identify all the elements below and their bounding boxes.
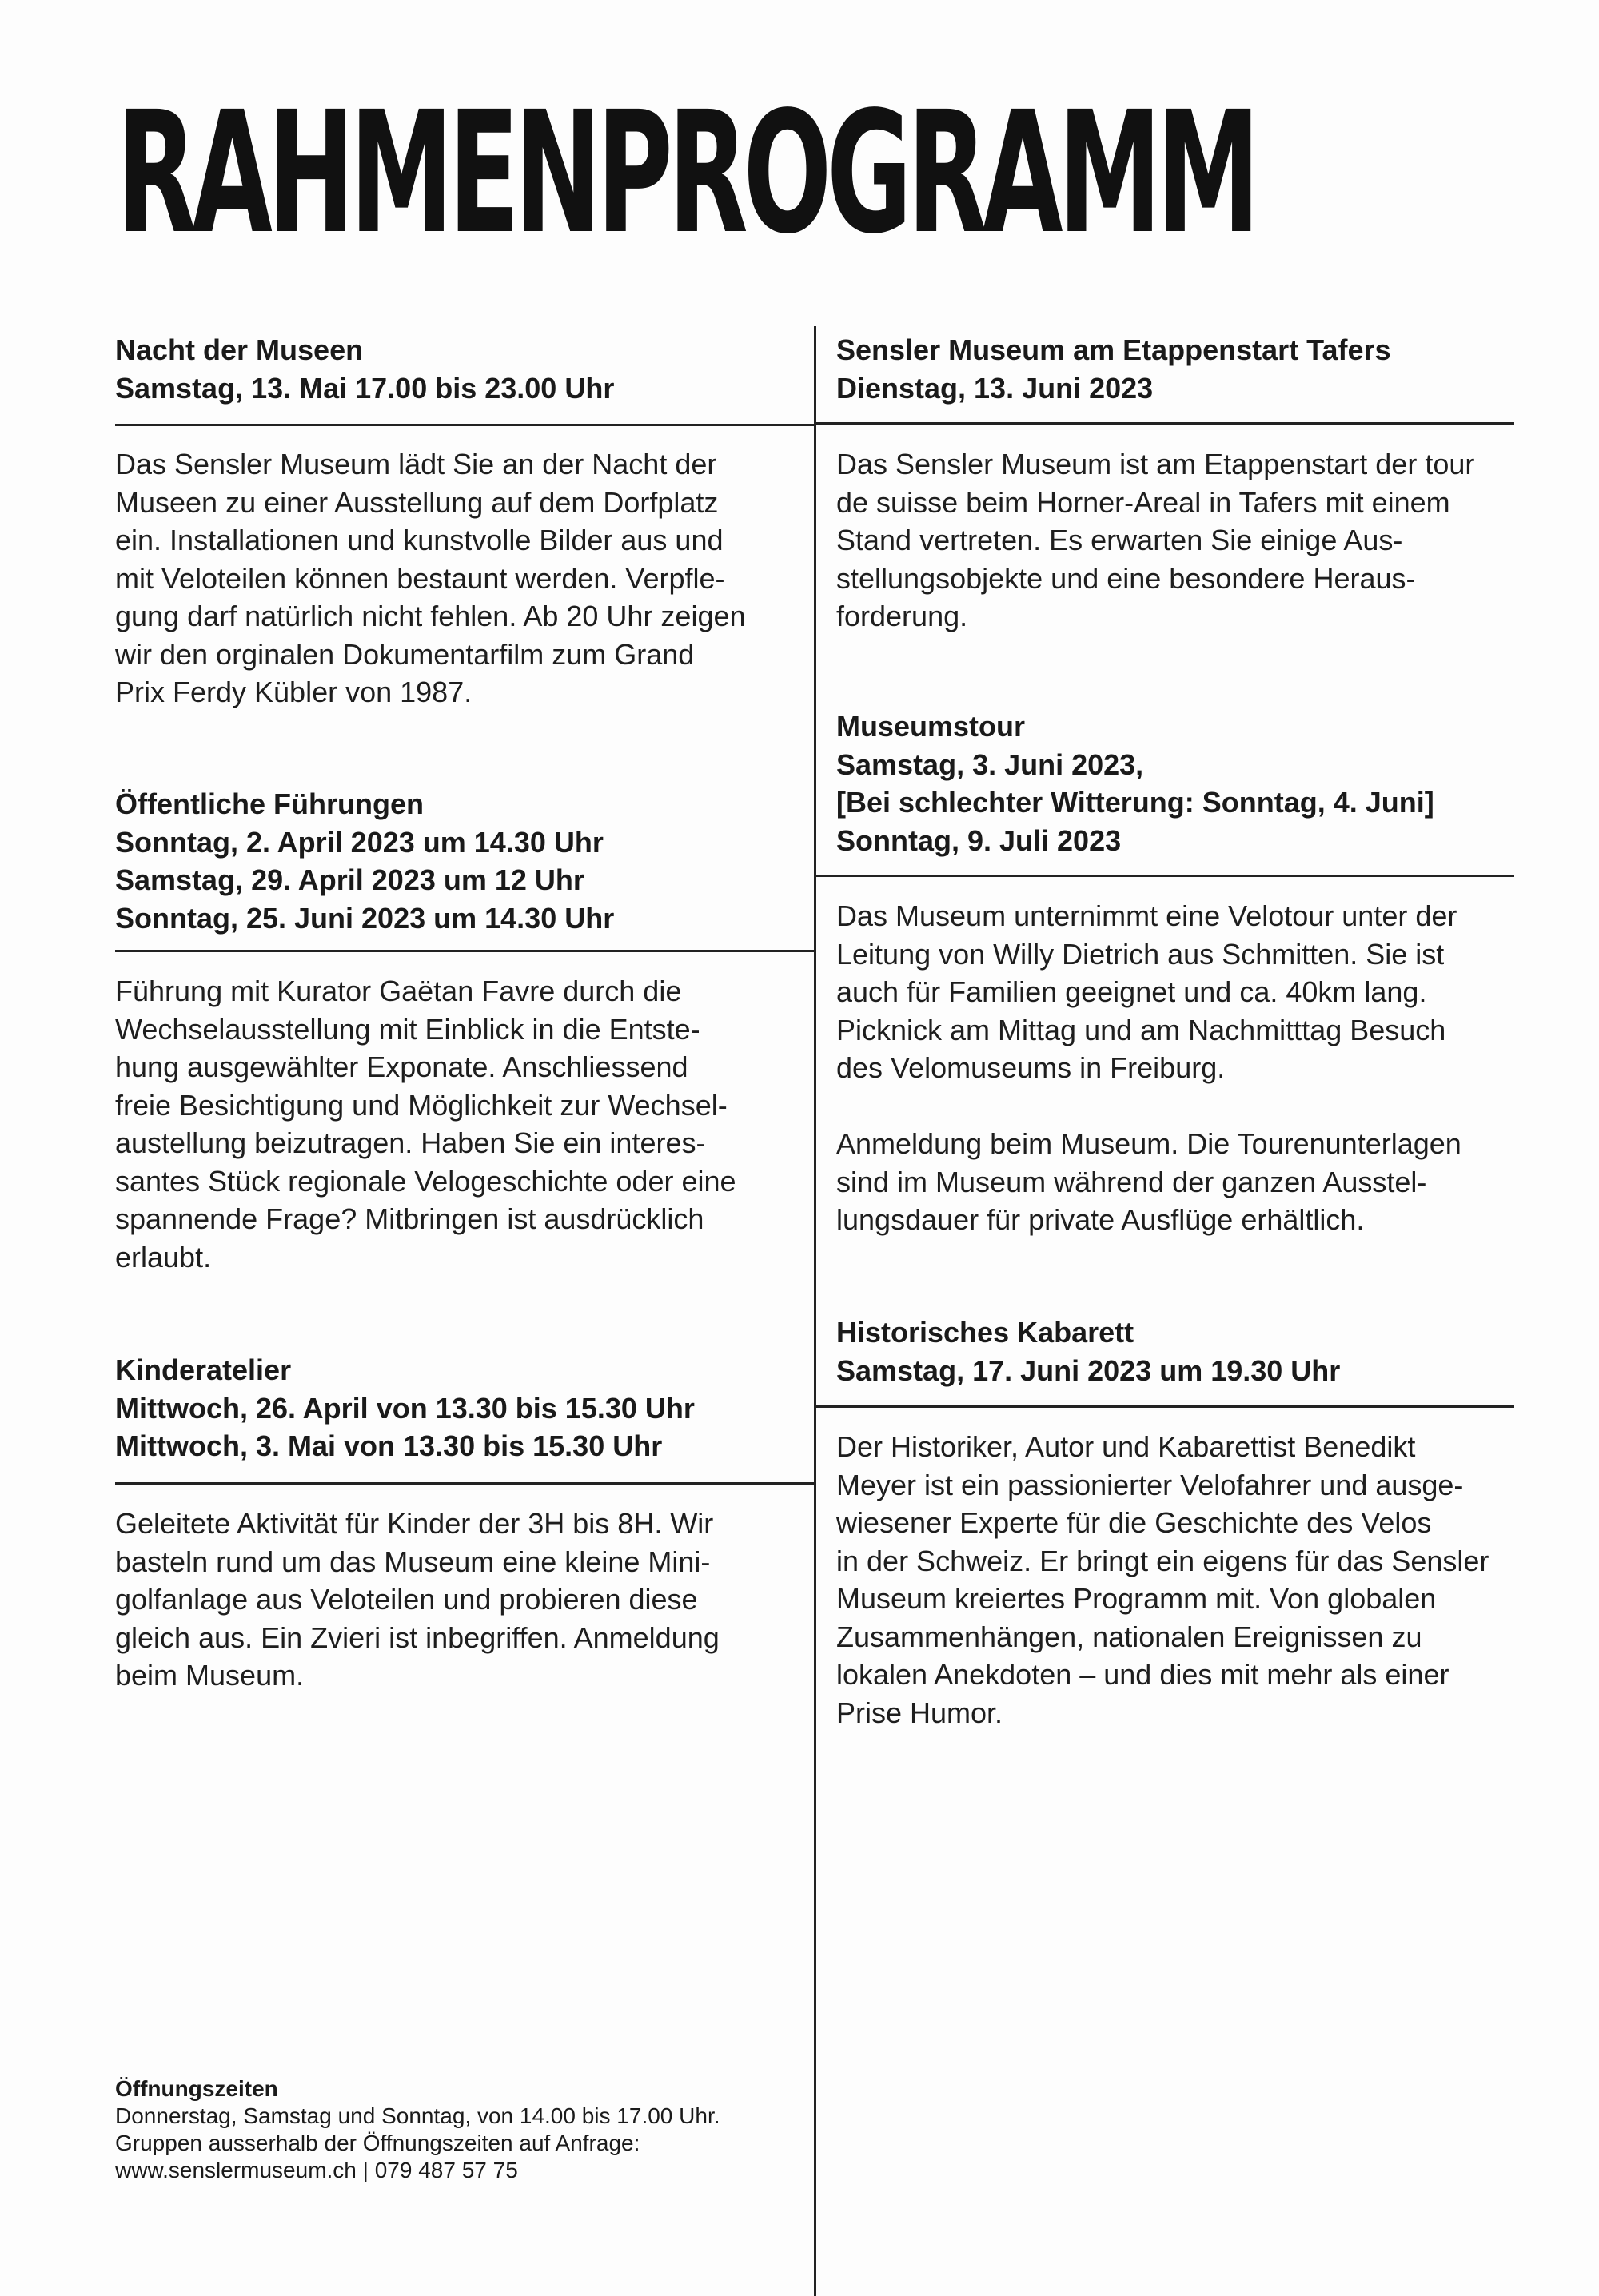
opening-hours-text — [115, 2103, 803, 2184]
desc-line: Geleitete Aktivität für Kinder der 3H bis 8H. Wir — [115, 1507, 714, 1540]
event-description — [115, 445, 746, 712]
event-date: Sonntag, 2. April 2023 um 14.30 Uhr — [115, 825, 604, 859]
column-divider — [814, 326, 816, 2296]
opening-hours-line: Donnerstag, Samstag und Sonntag, von 14.00 bis 17.00 Uhr. — [115, 2103, 720, 2128]
desc-line: Das Museum unternimmt eine Velotour unter der — [836, 899, 1457, 932]
desc-line: santes Stück regionale Velogeschichte oder eine — [115, 1164, 736, 1198]
desc-line: wir den orginalen Dokumentarfilm zum Grand — [115, 637, 695, 671]
desc-line: Meyer ist ein passionierter Velofahrer und ausge- — [836, 1468, 1464, 1501]
page-title: RAHMENPROGRAMM — [117, 75, 1256, 271]
contact-line: www.senslermuseum.ch | 079 487 57 75 — [115, 2158, 518, 2182]
opening-hours-line: Gruppen ausserhalb der Öffnungszeiten auf Anfrage: — [115, 2131, 640, 2155]
desc-line: des Velomuseums in Freiburg. — [836, 1051, 1226, 1084]
desc-line: basteln rund um das Museum eine kleine Mini- — [115, 1545, 711, 1578]
event-description — [836, 897, 1461, 1239]
desc-line: erlaubt. — [115, 1240, 212, 1274]
desc-line: Prix Ferdy Kübler von 1987. — [115, 676, 473, 708]
event-museumstour — [836, 708, 1434, 859]
event-date: Mittwoch, 26. April von 13.30 bis 15.30 Uhr — [115, 1391, 695, 1425]
event-title: Historisches Kabarett — [836, 1316, 1134, 1349]
event-historisches-kabarett — [836, 1313, 1340, 1389]
opening-hours — [115, 2075, 803, 2184]
event-etappenstart-tafers — [836, 331, 1391, 407]
event-date: Sonntag, 9. Juli 2023 — [836, 823, 1122, 857]
event-description — [115, 972, 736, 1276]
section-rule — [815, 1405, 1514, 1408]
event-title: Öffentliche Führungen — [115, 787, 424, 820]
desc-line: wiesener Experte für die Geschichte des Velos — [836, 1506, 1432, 1539]
desc-line: golfanlage aus Veloteilen und probieren diese — [115, 1583, 698, 1616]
section-rule — [115, 424, 814, 426]
desc-line: Museen zu einer Ausstellung auf dem Dorfplatz — [115, 485, 719, 519]
desc-line: Führung mit Kurator Gaëtan Favre durch die — [115, 975, 682, 1007]
event-description — [115, 1505, 720, 1695]
desc-line: ein. Installationen und kunstvolle Bilder aus und — [115, 524, 724, 556]
event-date: [Bei schlechter Witterung: Sonntag, 4. Juni] — [836, 786, 1434, 819]
event-nacht-der-museen — [115, 331, 614, 407]
desc-line: Zusammenhängen, nationalen Ereignissen zu — [836, 1620, 1422, 1653]
desc-line: Museum kreiertes Programm mit. Von globalen — [836, 1582, 1437, 1615]
desc-line: Picknick am Mittag und am Nachmitttag Besuch — [836, 1013, 1446, 1046]
event-heading — [115, 331, 614, 407]
event-description — [836, 445, 1474, 636]
event-date: Sonntag, 25. Juni 2023 um 14.30 Uhr — [115, 901, 615, 935]
event-date: Mittwoch, 3. Mai von 13.30 bis 15.30 Uhr — [115, 1429, 663, 1462]
desc-line: lungsdauer für private Ausflüge erhältlich. — [836, 1203, 1365, 1236]
event-date: Dienstag, 13. Juni 2023 — [836, 371, 1154, 405]
desc-line: mit Veloteilen können bestaunt werden. Verpfle- — [115, 561, 725, 595]
event-heading — [836, 331, 1391, 407]
desc-line: Anmeldung beim Museum. Die Tourenunterlagen — [836, 1127, 1461, 1160]
desc-line: lokalen Anekdoten – und dies mit mehr als einer — [836, 1658, 1449, 1691]
opening-hours-heading: Öffnungszeiten — [115, 2076, 278, 2101]
desc-line: austellung beizutragen. Haben Sie ein interes- — [115, 1126, 706, 1159]
event-oeffentliche-fuehrungen — [115, 785, 614, 937]
event-title: Kinderatelier — [115, 1353, 292, 1386]
desc-line: Das Sensler Museum ist am Etappenstart der tour — [836, 448, 1475, 480]
event-heading — [115, 785, 614, 937]
section-rule — [115, 950, 814, 952]
desc-line: stellungsobjekte und eine besondere Heraus- — [836, 561, 1416, 595]
desc-line: forderung. — [836, 600, 968, 632]
event-kinderatelier — [115, 1351, 695, 1465]
event-title: Museumstour — [836, 710, 1026, 743]
desc-line: gleich aus. Ein Zvieri ist inbegriffen. Anmeldung — [115, 1620, 720, 1654]
event-heading — [115, 1351, 695, 1465]
desc-line: sind im Museum während der ganzen Ausstel- — [836, 1165, 1427, 1198]
desc-line: Stand vertreten. Es erwarten Sie einige Aus- — [836, 524, 1403, 556]
desc-line: beim Museum. — [115, 1659, 305, 1692]
event-date: Samstag, 29. April 2023 um 12 Uhr — [115, 863, 584, 896]
desc-line: hung ausgewählter Exponate. Anschliessend — [115, 1050, 688, 1083]
desc-line: freie Besichtigung und Möglichkeit zur Wechsel- — [115, 1088, 728, 1122]
desc-line: in der Schweiz. Er bringt ein eigens für das Sensler — [836, 1544, 1489, 1577]
desc-line: Der Historiker, Autor und Kabarettist Benedikt — [836, 1430, 1416, 1463]
section-rule — [815, 422, 1514, 425]
event-description — [836, 1428, 1489, 1732]
event-title: Nacht der Museen — [115, 333, 364, 366]
desc-line: spannende Frage? Mitbringen ist ausdrücklich — [115, 1202, 704, 1235]
desc-line: Das Sensler Museum lädt Sie an der Nacht der — [115, 448, 717, 480]
section-rule — [815, 875, 1514, 877]
desc-line: Leitung von Willy Dietrich aus Schmitten. Sie ist — [836, 937, 1445, 971]
event-heading — [836, 708, 1434, 859]
section-rule — [115, 1482, 814, 1485]
event-date: Samstag, 3. Juni 2023, — [836, 747, 1144, 781]
desc-line: Wechselausstellung mit Einblick in die Entste- — [115, 1012, 700, 1046]
event-heading — [836, 1313, 1340, 1389]
desc-line: auch für Familien geeignet und ca. 40km lang. — [836, 975, 1427, 1008]
desc-line — [836, 1087, 1461, 1126]
desc-line: de suisse beim Horner-Areal in Tafers mit einem — [836, 485, 1450, 519]
event-date: Samstag, 13. Mai 17.00 bis 23.00 Uhr — [115, 371, 615, 405]
event-title: Sensler Museum am Etappenstart Tafers — [836, 333, 1391, 366]
desc-line: Prise Humor. — [836, 1696, 1003, 1729]
desc-line: gung darf natürlich nicht fehlen. Ab 20 Uhr zeigen — [115, 600, 746, 632]
event-date: Samstag, 17. Juni 2023 um 19.30 Uhr — [836, 1353, 1341, 1387]
